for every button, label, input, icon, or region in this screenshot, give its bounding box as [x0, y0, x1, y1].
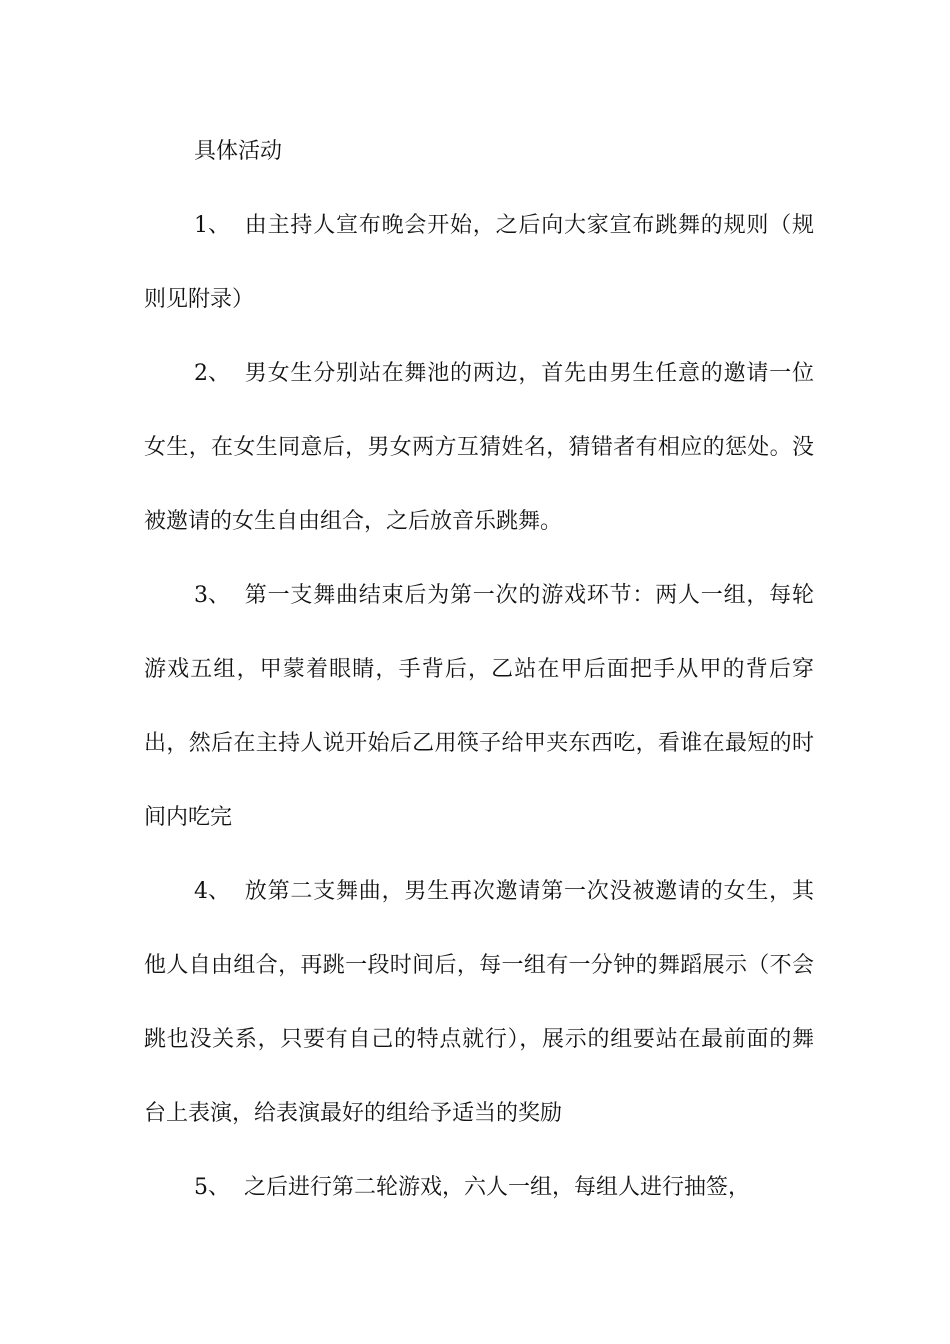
- list-item: [144, 337, 814, 559]
- item-text: 之后进行第二轮游戏，六人一组，每组人进行抽签，: [244, 1175, 751, 1200]
- item-text: 放第二支舞曲，男生再次邀请第一次没被邀请的女生，其他人自由组合，再跳一段时间后，每一组有一分钟的舞蹈展示（不会跳也没关系，只要有自己的特点就行），展示的组要站在最前面的舞台上表演，给表演最好的组给予适当的奖励: [144, 879, 814, 1126]
- item-number: 2、: [194, 361, 230, 386]
- document-body: [144, 115, 814, 1225]
- item-number: 1、: [194, 213, 230, 238]
- section-heading: 具体活动: [194, 139, 283, 164]
- list-item: [144, 559, 814, 855]
- item-number: 3、: [194, 583, 230, 608]
- item-text: 由主持人宣布晚会开始，之后向大家宣布跳舞的规则（规则见附录）: [144, 213, 814, 312]
- item-number: 4、: [194, 879, 230, 904]
- list-item: [144, 189, 814, 337]
- item-number: 5、: [194, 1175, 230, 1200]
- list-item: [144, 1151, 814, 1225]
- list-item: [144, 855, 814, 1151]
- item-text: 第一支舞曲结束后为第一次的游戏环节：两人一组，每轮游戏五组，甲蒙着眼睛，手背后，乙站在甲后面把手从甲的背后穿出，然后在主持人说开始后乙用筷子给甲夹东西吃，看谁在最短的时间内吃完: [144, 583, 814, 830]
- item-text: 男女生分别站在舞池的两边，首先由男生任意的邀请一位女生，在女生同意后，男女两方互猜姓名，猜错者有相应的惩处。没被邀请的女生自由组合，之后放音乐跳舞。: [144, 361, 814, 534]
